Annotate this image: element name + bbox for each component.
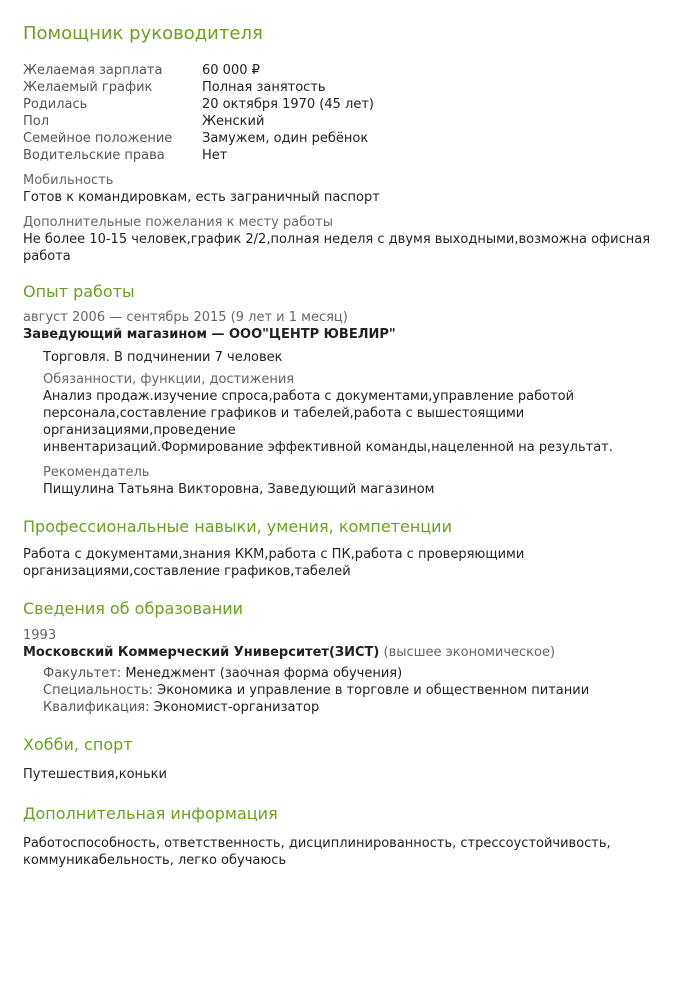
resume-title: Помощник руководителя	[23, 23, 263, 44]
personal-row-license	[23, 147, 683, 164]
experience-block	[23, 309, 683, 498]
experience-details	[23, 349, 683, 498]
skills-heading: Профессиональные навыки, умения, компетенции	[23, 517, 452, 536]
referee-value: Пищулина Татьяна Викторовна, Заведующий магазином	[43, 482, 435, 497]
duties-label: Обязанности, функции, достижения	[43, 372, 295, 387]
education-year: 1993	[23, 628, 57, 643]
personal-info	[23, 62, 683, 164]
personal-value: 20 октября 1970 (45 лет)	[202, 97, 375, 112]
personal-label: Желаемый график	[23, 80, 153, 95]
personal-label: Родилась	[23, 97, 88, 112]
education-level: (высшее экономическое)	[383, 645, 556, 660]
mobility-value: Готов к командировкам, есть заграничный паспорт	[23, 190, 380, 205]
additional-line: Работоспособность, ответственность, дисциплинированность, стрессоустойчивость,	[23, 836, 611, 851]
skills-block	[23, 546, 683, 580]
personal-row-birth	[23, 96, 683, 113]
hobby-text: Путешествия,коньки	[23, 767, 167, 782]
personal-row-schedule	[23, 79, 683, 96]
duties-line: инвентаризаций.Формирование эффективной команды,нацеленной на результат.	[43, 440, 613, 455]
education-institution-line	[23, 644, 683, 661]
personal-value: Нет	[202, 148, 228, 163]
education-heading: Сведения об образовании	[23, 599, 244, 618]
personal-label: Водительские права	[23, 148, 165, 163]
faculty-value: Менеджмент (заочная форма обучения)	[125, 666, 403, 681]
wishes-block	[23, 214, 683, 265]
experience-position: Заведующий магазином — ООО"ЦЕНТР ЮВЕЛИР"	[23, 327, 396, 342]
skills-line: Работа с документами,знания ККМ,работа с ПК,работа с проверяющими	[23, 547, 525, 562]
faculty-row	[43, 665, 683, 682]
personal-value: Женский	[202, 114, 265, 129]
personal-label: Пол	[23, 114, 50, 129]
additional-line: коммуникабельность, легко обучаюсь	[23, 853, 287, 868]
resume-page	[23, 22, 683, 869]
skills-line: организациями,составление графиков,табелей	[23, 564, 351, 579]
experience-industry: Торговля. В подчинении 7 человек	[43, 350, 283, 365]
personal-row-family	[23, 130, 683, 147]
specialty-value: Экономика и управление в торговле и общественном питании	[157, 683, 590, 698]
referee-label: Рекомендатель	[43, 465, 150, 480]
qualification-value: Экономист-организатор	[153, 700, 320, 715]
personal-value: Замужем, один ребёнок	[202, 131, 369, 146]
personal-row-gender	[23, 113, 683, 130]
additional-block	[23, 835, 683, 869]
hobby-heading: Хобби, спорт	[23, 735, 133, 754]
faculty-label: Факультет:	[43, 666, 122, 681]
personal-row-salary	[23, 62, 683, 79]
mobility-label: Мобильность	[23, 173, 114, 188]
experience-heading: Опыт работы	[23, 282, 135, 301]
education-details	[23, 665, 683, 716]
specialty-row	[43, 682, 683, 699]
specialty-label: Специальность:	[43, 683, 154, 698]
qualification-label: Квалификация:	[43, 700, 150, 715]
experience-period: август 2006 — сентябрь 2015 (9 лет и 1 месяц)	[23, 310, 348, 325]
personal-label: Желаемая зарплата	[23, 63, 163, 78]
duties-line: Анализ продаж.изучение спроса,работа с документами,управление работой	[43, 389, 575, 404]
wishes-label: Дополнительные пожелания к месту работы	[23, 215, 333, 230]
additional-heading: Дополнительная информация	[23, 804, 278, 823]
mobility-block	[23, 172, 683, 206]
education-institution: Московский Коммерческий Университет(ЗИСТ)	[23, 645, 380, 660]
education-block	[23, 627, 683, 716]
personal-label: Семейное положение	[23, 131, 173, 146]
qualification-row	[43, 699, 683, 716]
personal-value: 60 000 ₽	[202, 63, 260, 78]
wishes-value: Не более 10-15 человек,график 2/2,полная неделя с двумя выходными,возможна офисная работа	[23, 232, 651, 264]
duties-line: персонала,составление графиков и табелей,работа с вышестоящими организациями,проведение	[43, 406, 525, 438]
personal-value: Полная занятость	[202, 80, 326, 95]
